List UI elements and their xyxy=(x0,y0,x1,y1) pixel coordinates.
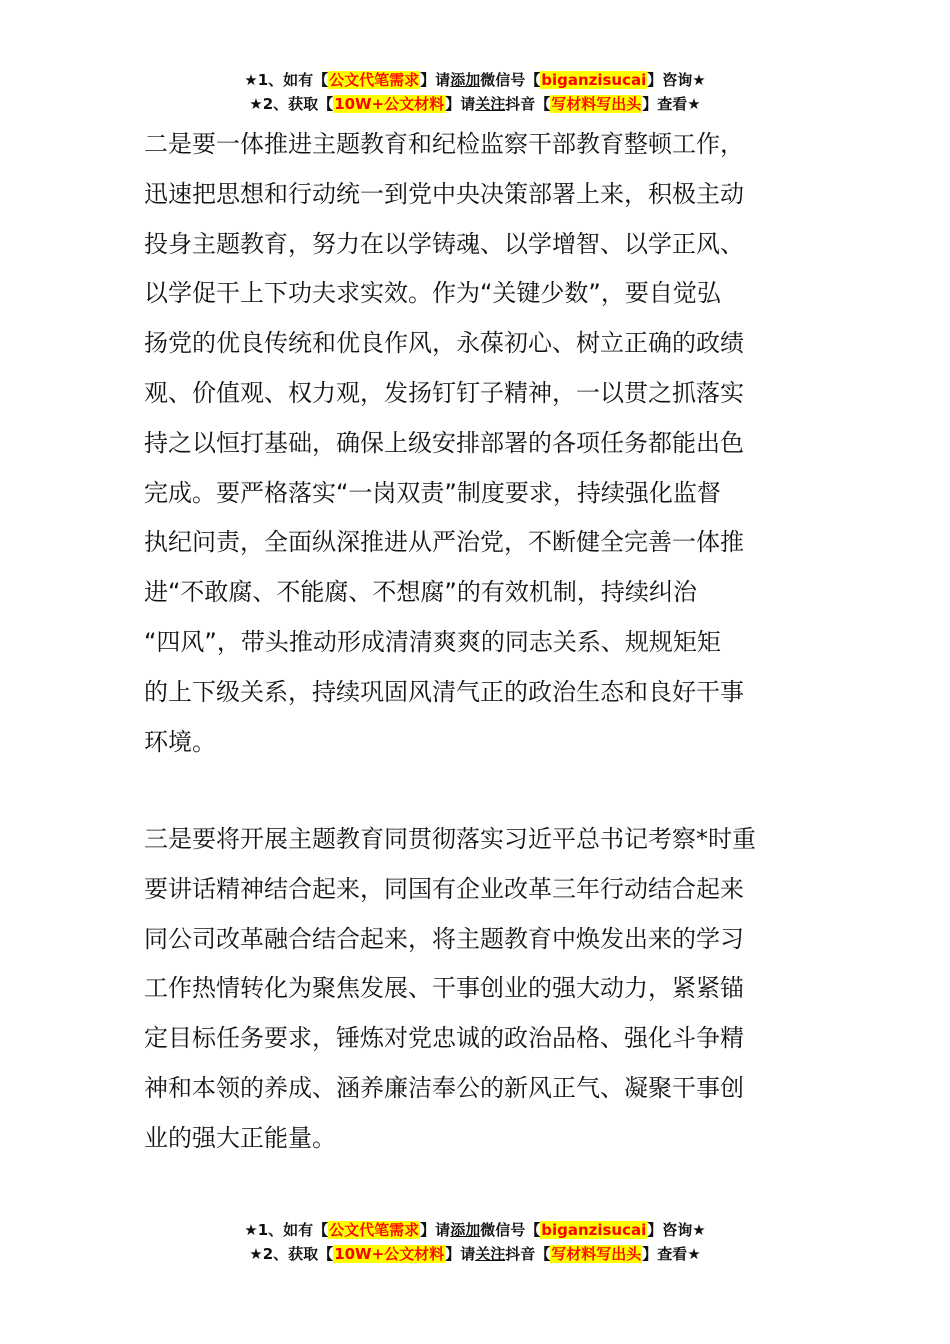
text-line: 进“不敢腐、不能腐、不想腐”的有效机制，持续纠治 xyxy=(144,578,697,607)
underlined-text: 添加 xyxy=(450,71,481,89)
banner-text: ★1、如有【 xyxy=(244,1221,329,1239)
text-line: 迅速把思想和行动统一到党中央决策部署上来，积极主动 xyxy=(144,179,744,208)
paragraph-1 xyxy=(144,120,808,767)
highlight-douyin-account: 写材料写出头 xyxy=(551,1245,642,1263)
text-line: 观、价值观、权力观，发扬钉钉子精神，一以贯之抓落实 xyxy=(144,378,744,407)
banner-line-1 xyxy=(0,68,950,92)
banner-text: ★1、如有【 xyxy=(244,71,329,89)
banner-text: 微信号【 xyxy=(480,1221,541,1239)
banner-line-2 xyxy=(0,1242,950,1266)
text-line: 执纪问责，全面纵深推进从严治党，不断健全完善一体推 xyxy=(144,528,744,557)
text-line: 的上下级关系，持续巩固风清气正的政治生态和良好干事 xyxy=(144,677,744,706)
highlight-service: 公文代笔需求 xyxy=(329,71,420,89)
highlight-douyin-account: 写材料写出头 xyxy=(551,95,642,113)
text-line: 环境。 xyxy=(144,727,216,756)
text-line: 工作热情转化为聚焦发展、干事创业的强大动力，紧紧锚 xyxy=(144,974,744,1003)
banner-text: 】请 xyxy=(445,95,476,113)
banner-text: 】咨询★ xyxy=(647,1221,706,1239)
banner-text: 】查看★ xyxy=(642,1245,701,1263)
banner-line-1 xyxy=(0,1218,950,1242)
banner-text: 】请 xyxy=(445,1245,476,1263)
text-line: 投身主题教育，努力在以学铸魂、以学增智、以学正风、 xyxy=(144,229,744,258)
highlight-materials: 10W+公文材料 xyxy=(334,1245,445,1263)
header-banner xyxy=(0,68,950,116)
banner-text: 】请 xyxy=(420,71,451,89)
underlined-text: 关注 xyxy=(475,95,506,113)
text-line: 扬党的优良传统和优良作风，永葆初心、树立正确的政绩 xyxy=(144,329,744,358)
text-line: 业的强大正能量。 xyxy=(144,1123,336,1152)
text-line: 以学促干上下功夫求实效。作为“关键少数”，要自觉弘 xyxy=(144,279,721,308)
text-line: 神和本领的养成、涵养廉洁奉公的新风正气、凝聚干事创 xyxy=(144,1073,744,1102)
text-line: “四风”，带头推动形成清清爽爽的同志关系、规规矩矩 xyxy=(144,627,721,656)
banner-line-2 xyxy=(0,92,950,116)
highlight-wechat-id: biganzisucai xyxy=(541,71,647,89)
text-line: 要讲话精神结合起来，同国有企业改革三年行动结合起来 xyxy=(144,874,744,903)
banner-text: 】请 xyxy=(420,1221,451,1239)
banner-text: 抖音【 xyxy=(505,1245,551,1263)
underlined-text: 添加 xyxy=(450,1221,481,1239)
banner-text: 】咨询★ xyxy=(647,71,706,89)
highlight-service: 公文代笔需求 xyxy=(329,1221,420,1239)
banner-text: 抖音【 xyxy=(505,95,551,113)
text-line: 完成。要严格落实“一岗双责”制度要求，持续强化监督 xyxy=(144,478,721,507)
text-line: 定目标任务要求，锤炼对党忠诚的政治品格、强化斗争精 xyxy=(144,1024,744,1053)
banner-text: ★2、获取【 xyxy=(249,1245,334,1263)
paragraph-2 xyxy=(144,815,808,1164)
footer-banner xyxy=(0,1218,950,1266)
banner-text: 微信号【 xyxy=(480,71,541,89)
banner-text: 】查看★ xyxy=(642,95,701,113)
highlight-wechat-id: biganzisucai xyxy=(541,1221,647,1239)
text-line: 三是要将开展主题教育同贯彻落实习近平总书记考察*时重 xyxy=(144,825,756,853)
text-line: 持之以恒打基础，确保上级安排部署的各项任务都能出色 xyxy=(144,428,744,457)
underlined-text: 关注 xyxy=(475,1245,506,1263)
banner-text: ★2、获取【 xyxy=(249,95,334,113)
text-line: 二是要一体推进主题教育和纪检监察干部教育整顿工作， xyxy=(144,130,744,158)
highlight-materials: 10W+公文材料 xyxy=(334,95,445,113)
text-line: 同公司改革融合结合起来，将主题教育中焕发出来的学习 xyxy=(144,924,744,953)
